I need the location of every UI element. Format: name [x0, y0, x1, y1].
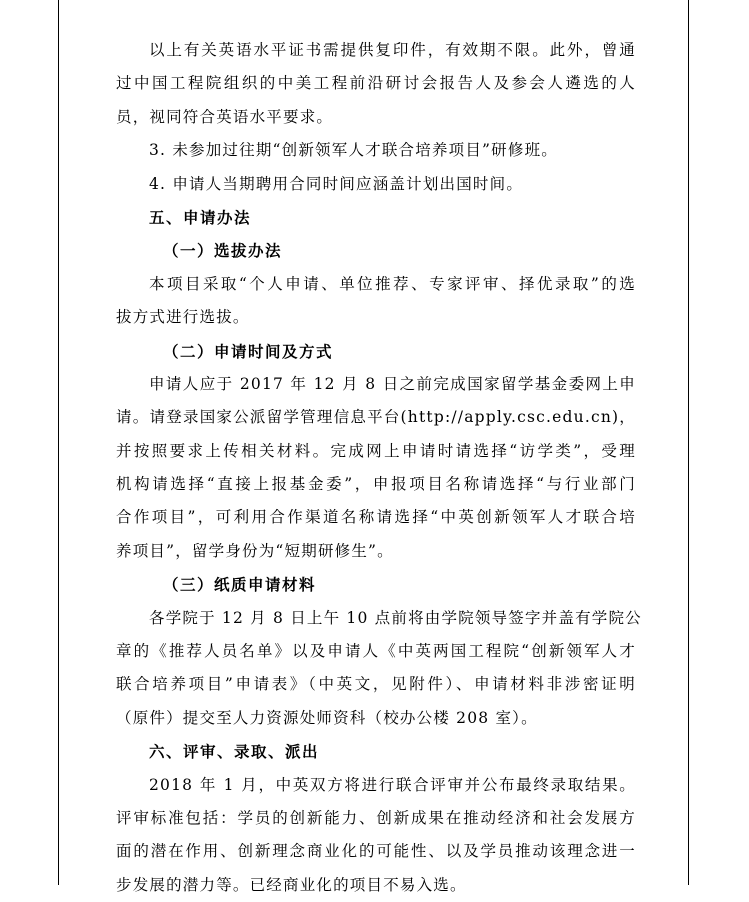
text-line: 步发展的潜力等。已经商业化的项目不易入选。	[116, 875, 467, 894]
text-line: 各学院于 12 月 8 日上午 10 点前将由学院领导签字并盖有学院公	[149, 608, 642, 627]
text-line: 过中国工程院组织的中美工程前沿研讨会报告人及参会人遴选的人	[116, 74, 636, 93]
right-margin-rule	[688, 0, 689, 885]
text-line: （原件）提交至人力资源处师资科（校办公楼 208 室）。	[116, 708, 538, 727]
text-line: 机构请选择“直接上报基金委”，申报项目名称请选择“与行业部门	[116, 475, 636, 494]
text-line: 章的《推荐人员名单》以及申请人《中英两国工程院“创新领军人才	[116, 642, 636, 661]
text-line: 以上有关英语水平证书需提供复印件，有效期不限。此外，曾通	[149, 41, 636, 59]
text-line: 员，视同符合英语水平要求。	[116, 107, 334, 126]
text-line: 面的潜在作用、创新理念商业化的可能性、以及学员推动该理念进一	[116, 842, 636, 861]
text-line: 请。请登录国家公派留学管理信息平台(http://apply.csc.edu.cn)，	[116, 408, 636, 427]
text-line: 联合培养项目”申请表》（中英文，见附件）、申请材料非涉密证明	[116, 675, 636, 694]
text-line: 合作项目”，可利用合作渠道名称请选择“中英创新领军人才联合培	[116, 508, 636, 527]
text-line: 并按照要求上传相关材料。完成网上申请时请选择“访学类”，受理	[116, 441, 636, 460]
list-item: 3. 未参加过往期“创新领军人才联合培养项目”研修班。	[149, 141, 558, 160]
text-line: 2018 年 1 月，中英双方将进行联合评审并公布最终录取结果。	[149, 775, 636, 794]
text-line: 评审标准包括：学员的创新能力、创新成果在推动经济和社会发展方	[116, 808, 636, 827]
section-heading: 六、评审、录取、派出	[149, 742, 320, 762]
left-margin-rule	[58, 0, 59, 885]
section-heading: 五、申请办法	[149, 207, 252, 227]
subsection-heading: （一）选拔办法	[163, 241, 283, 261]
text-line: 养项目”，留学身份为“短期研修生”。	[116, 541, 394, 560]
list-item: 4. 申请人当期聘用合同时间应涵盖计划出国时间。	[149, 174, 524, 193]
text-line: 拔方式进行选拔。	[116, 308, 250, 327]
subsection-heading: （三）纸质申请材料	[163, 575, 317, 595]
document-body	[116, 34, 642, 902]
text-line: 申请人应于 2017 年 12 月 8 日之前完成国家留学基金委网上申	[149, 374, 636, 393]
subsection-heading: （二）申请时间及方式	[163, 341, 334, 361]
text-line: 本项目采取“个人申请、单位推荐、专家评审、择优录取”的选	[149, 274, 636, 293]
